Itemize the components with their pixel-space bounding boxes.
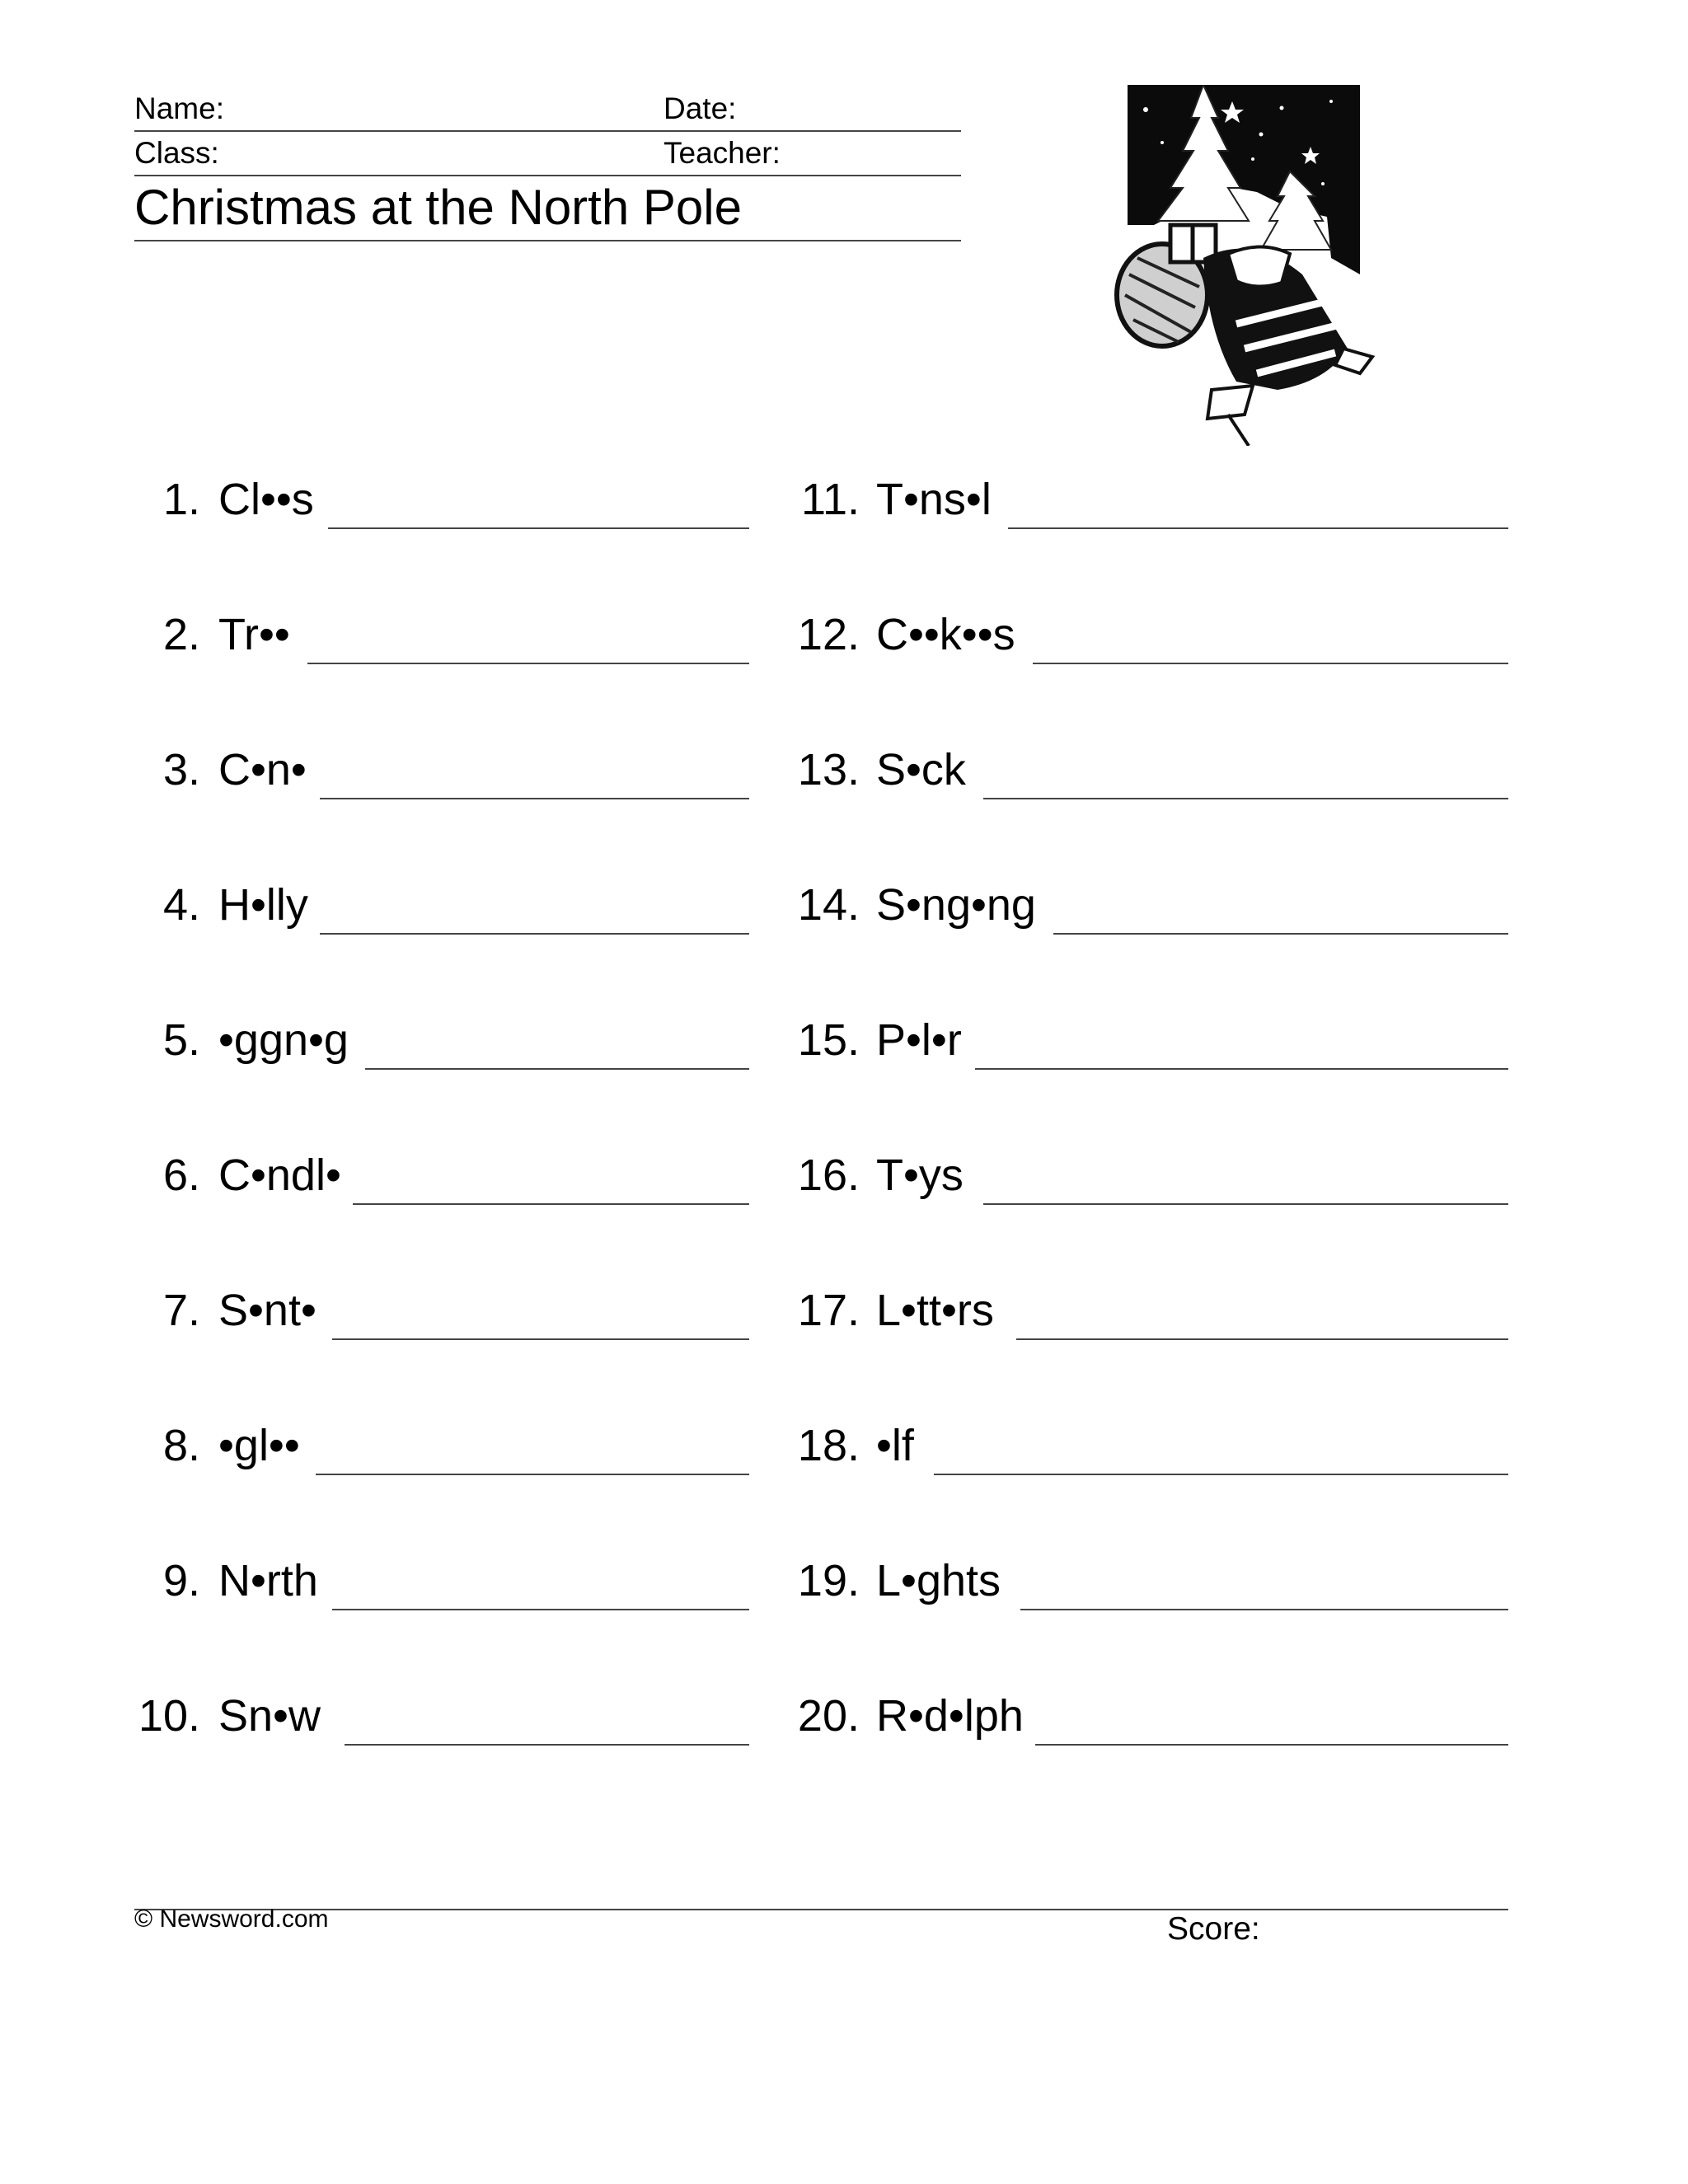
scrambled-word: Sn•w [218, 1691, 321, 1741]
class-label: Class: [134, 136, 219, 170]
item-number: 5. [162, 1015, 200, 1065]
item-number: 20. [797, 1691, 860, 1741]
item-number: 3. [162, 745, 200, 794]
item-number: 7. [162, 1286, 200, 1335]
santa-illustration [1113, 85, 1385, 446]
answer-line[interactable] [983, 798, 1508, 799]
item-number: 15. [797, 1015, 860, 1065]
answer-line[interactable] [365, 1068, 749, 1070]
scrambled-word: •gl•• [218, 1421, 300, 1470]
item-number: 16. [797, 1151, 860, 1200]
scrambled-word: C••k••s [876, 610, 1015, 659]
answer-line[interactable] [353, 1203, 749, 1205]
footer-divider [134, 1909, 1508, 1910]
item-number: 18. [797, 1421, 860, 1470]
item-number: 8. [162, 1421, 200, 1470]
answer-line[interactable] [345, 1744, 749, 1746]
answer-line[interactable] [316, 1474, 749, 1475]
scrambled-word: S•nt• [218, 1286, 316, 1335]
scrambled-word: •ggn•g [218, 1015, 349, 1065]
scrambled-word: S•ck [876, 745, 966, 794]
scrambled-word: P•l•r [876, 1015, 962, 1065]
answer-line[interactable] [975, 1068, 1508, 1070]
title-underline [134, 240, 961, 241]
name-label: Name: [134, 91, 224, 125]
answer-line[interactable] [1053, 933, 1508, 935]
scrambled-word: C•ndl• [218, 1151, 341, 1200]
score-label: Score: [1167, 1911, 1260, 1947]
teacher-label: Teacher: [663, 136, 781, 170]
answer-line[interactable] [332, 1338, 749, 1340]
answer-line[interactable] [1033, 663, 1508, 664]
scrambled-word: S•ng•ng [876, 880, 1036, 930]
item-number: 2. [162, 610, 200, 659]
scrambled-word: T•ns•l [876, 475, 992, 524]
date-label: Date: [663, 91, 737, 125]
item-number: 1. [162, 475, 200, 524]
answer-line[interactable] [320, 798, 749, 799]
answer-line[interactable] [1016, 1338, 1508, 1340]
scrambled-word: N•rth [218, 1556, 318, 1605]
answer-line[interactable] [934, 1474, 1508, 1475]
scrambled-word: Tr•• [218, 610, 290, 659]
item-number: 4. [162, 880, 200, 930]
item-number: 11. [800, 475, 860, 524]
answer-line[interactable] [307, 663, 749, 664]
scrambled-word: R•d•lph [876, 1691, 1024, 1741]
answer-line[interactable] [320, 933, 749, 935]
answer-line[interactable] [332, 1609, 749, 1610]
scrambled-word: C•n• [218, 745, 307, 794]
item-number: 13. [797, 745, 860, 794]
item-number: 6. [162, 1151, 200, 1200]
scrambled-word: L•ghts [876, 1556, 1001, 1605]
scrambled-word: Cl••s [218, 475, 314, 524]
scrambled-word: L•tt•rs [876, 1286, 994, 1335]
item-number: 17. [797, 1286, 860, 1335]
item-number: 10. [138, 1691, 200, 1741]
name-date-line [134, 130, 961, 132]
item-number: 12. [797, 610, 860, 659]
answer-line[interactable] [1008, 527, 1508, 529]
scrambled-word: H•lly [218, 880, 308, 930]
answer-line[interactable] [983, 1203, 1508, 1205]
scrambled-word: •lf [876, 1421, 914, 1470]
item-number: 19. [797, 1556, 860, 1605]
worksheet-title: Christmas at the North Pole [134, 180, 742, 235]
answer-line[interactable] [1020, 1609, 1508, 1610]
copyright-text: © Newsword.com [134, 1905, 329, 1933]
item-number: 9. [162, 1556, 200, 1605]
scrambled-word: T•ys [876, 1151, 964, 1200]
item-number: 14. [797, 880, 860, 930]
class-teacher-line [134, 175, 961, 176]
answer-line[interactable] [328, 527, 749, 529]
answer-line[interactable] [1035, 1744, 1508, 1746]
